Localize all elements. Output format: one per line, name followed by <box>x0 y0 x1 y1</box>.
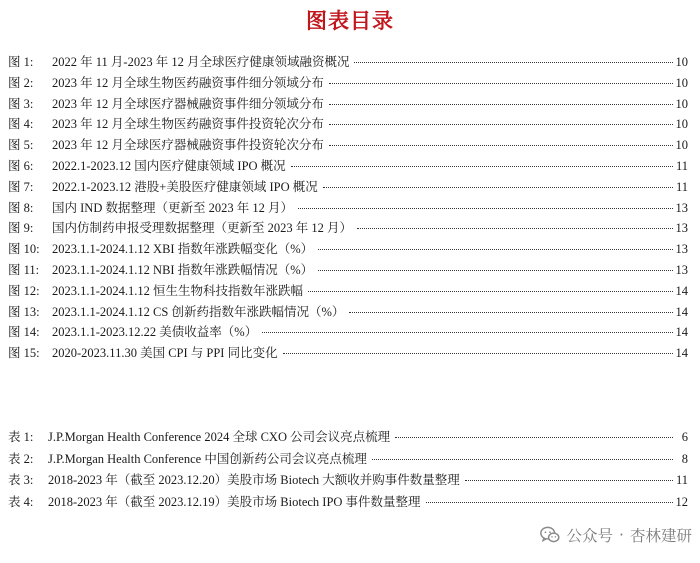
table-entry-text: J.P.Morgan Health Conference 2024 全球 CXO 公司会议亮点梳理 <box>48 430 391 444</box>
figure-entry[interactable] <box>8 135 688 156</box>
dot-leader <box>323 187 673 188</box>
table-entry-label: 表 1: <box>8 430 34 444</box>
figure-entry-label: 图 1: <box>8 55 34 69</box>
figure-entry-label: 图 8: <box>8 200 34 215</box>
table-entry-page-number: 12 <box>675 494 688 509</box>
dot-leader <box>395 437 673 438</box>
figure-entry-text: 国内 IND 数据整理（更新至 2023 年 12 月） <box>52 200 293 215</box>
figure-entry[interactable] <box>8 73 688 94</box>
figure-entry-text: 2023.1.1-2024.1.12 XBI 指数年涨跌幅变化（%） <box>52 242 314 257</box>
figure-entry-page-number: 13 <box>675 221 688 236</box>
figure-entry-page-number: 10 <box>675 117 688 132</box>
table-entry[interactable] <box>8 470 688 492</box>
figure-entry-text: 2022 年 11 月-2023 年 12 月全球医疗健康领域融资概况 <box>52 55 350 69</box>
table-entry-label: 表 4: <box>8 494 34 509</box>
table-entry-label: 表 3: <box>8 473 34 487</box>
dot-leader <box>372 459 673 460</box>
figure-entry[interactable] <box>8 281 688 302</box>
dot-leader <box>465 480 673 481</box>
figure-entry-text: 2023.1.1-2024.1.12 NBI 指数年涨跌幅情况（%） <box>52 262 314 277</box>
dot-leader <box>357 228 672 229</box>
figure-entry-label: 图 4: <box>8 117 34 132</box>
figure-entry-text: 2022.1-2023.12 国内医疗健康领域 IPO 概况 <box>52 158 286 173</box>
table-entry-page-number: 11 <box>675 473 688 487</box>
figure-entry-text: 2023 年 12 月全球生物医药融资事件投资轮次分布 <box>52 117 324 132</box>
figure-entry-page-number: 14 <box>675 304 688 319</box>
table-entry-text: 2018-2023 年（截至 2023.12.19）美股市场 Biotech IPO 事件数量整理 <box>48 494 421 509</box>
dot-leader <box>318 270 672 271</box>
watermark-separator: · <box>619 526 624 544</box>
figure-entry-page-number: 13 <box>675 200 688 215</box>
figure-entry[interactable] <box>8 239 688 260</box>
figure-entry[interactable] <box>8 156 688 177</box>
figure-entry[interactable] <box>8 198 688 219</box>
dot-leader <box>318 249 672 250</box>
figure-list <box>8 52 688 364</box>
figure-entry-text: 国内仿制药申报受理数据整理（更新至 2023 年 12 月） <box>52 221 353 236</box>
figure-entry-text: 2023.1.1-2024.1.12 恒生生物科技指数年涨跌幅 <box>52 283 304 298</box>
figure-entry[interactable] <box>8 218 688 239</box>
table-list <box>8 427 688 513</box>
figure-entry[interactable] <box>8 302 688 323</box>
dot-leader <box>329 145 673 146</box>
figure-entry-page-number: 11 <box>675 158 688 173</box>
figure-entry-label: 图 13: <box>8 304 40 319</box>
table-entry[interactable] <box>8 427 688 449</box>
dot-leader <box>262 332 672 333</box>
figure-entry-label: 图 9: <box>8 221 34 236</box>
figure-entry-page-number: 14 <box>675 325 688 340</box>
dot-leader <box>308 291 672 292</box>
dot-leader <box>329 104 673 105</box>
table-entry[interactable] <box>8 449 688 471</box>
figure-entry-page-number: 10 <box>675 75 688 90</box>
figure-entry[interactable] <box>8 322 688 343</box>
figure-entry-page-number: 11 <box>675 179 688 194</box>
dot-leader <box>329 83 673 84</box>
figure-entry-text: 2023 年 12 月全球医疗器械融资事件投资轮次分布 <box>52 138 324 153</box>
figure-entry-text: 2022.1-2023.12 港股+美股医疗健康领域 IPO 概况 <box>52 179 318 194</box>
figure-entry-label: 图 15: <box>8 346 40 361</box>
wechat-icon <box>539 524 561 546</box>
figure-entry-text: 2023 年 12 月全球医疗器械融资事件细分领域分布 <box>52 96 324 111</box>
figure-entry[interactable] <box>8 343 688 364</box>
figure-entry[interactable] <box>8 114 688 135</box>
table-entry[interactable] <box>8 492 688 514</box>
figure-entry-page-number: 10 <box>675 138 688 153</box>
dot-leader <box>426 502 673 503</box>
watermark-prefix: 公众号 <box>566 527 614 545</box>
figure-entry-label: 图 3: <box>8 96 34 111</box>
figure-entry-text: 2020-2023.11.30 美国 CPI 与 PPI 同比变化 <box>52 346 278 361</box>
figure-entry[interactable] <box>8 94 688 115</box>
figure-entry-page-number: 10 <box>675 55 688 69</box>
dot-leader <box>283 353 673 354</box>
figure-entry-label: 图 2: <box>8 75 34 90</box>
figure-entry-label: 图 11: <box>8 262 40 277</box>
figure-entry-label: 图 12: <box>8 283 40 298</box>
table-entry-label: 表 2: <box>8 451 34 466</box>
dot-leader <box>354 62 672 63</box>
figure-entry[interactable] <box>8 260 688 281</box>
figure-entry[interactable] <box>8 52 688 73</box>
figure-entry-label: 图 5: <box>8 138 34 153</box>
figure-entry-page-number: 13 <box>675 262 688 277</box>
figure-entry-page-number: 10 <box>675 96 688 111</box>
figure-entry-label: 图 7: <box>8 179 34 194</box>
dot-leader <box>291 166 673 167</box>
figure-entry-text: 2023.1.1-2024.1.12 CS 创新药指数年涨跌幅情况（%） <box>52 304 345 319</box>
figure-entry-label: 图 6: <box>8 158 34 173</box>
dot-leader <box>298 208 673 209</box>
table-entry-text: J.P.Morgan Health Conference 中国创新药公司会议亮点梳理 <box>48 451 367 466</box>
figure-entry-text: 2023 年 12 月全球生物医药融资事件细分领域分布 <box>52 75 324 90</box>
figure-entry-page-number: 14 <box>675 283 688 298</box>
table-entry-text: 2018-2023 年（截至 2023.12.20）美股市场 Biotech 大额收并购事件数量整理 <box>48 473 460 487</box>
figure-entry-label: 图 10: <box>8 242 40 257</box>
figure-entry[interactable] <box>8 177 688 198</box>
figure-entry-text: 2023.1.1-2023.12.22 美债收益率（%） <box>52 325 258 340</box>
toc-title: 图表目录 <box>306 9 394 33</box>
watermark-name: 杏林建研 <box>629 527 692 545</box>
table-entry-page-number: 8 <box>681 451 688 466</box>
table-entry-page-number: 6 <box>681 430 688 444</box>
figure-entry-page-number: 14 <box>675 346 688 361</box>
figure-entry-page-number: 13 <box>675 242 688 257</box>
watermark <box>539 524 692 546</box>
dot-leader <box>329 124 673 125</box>
dot-leader <box>349 312 672 313</box>
figure-entry-label: 图 14: <box>8 325 40 340</box>
